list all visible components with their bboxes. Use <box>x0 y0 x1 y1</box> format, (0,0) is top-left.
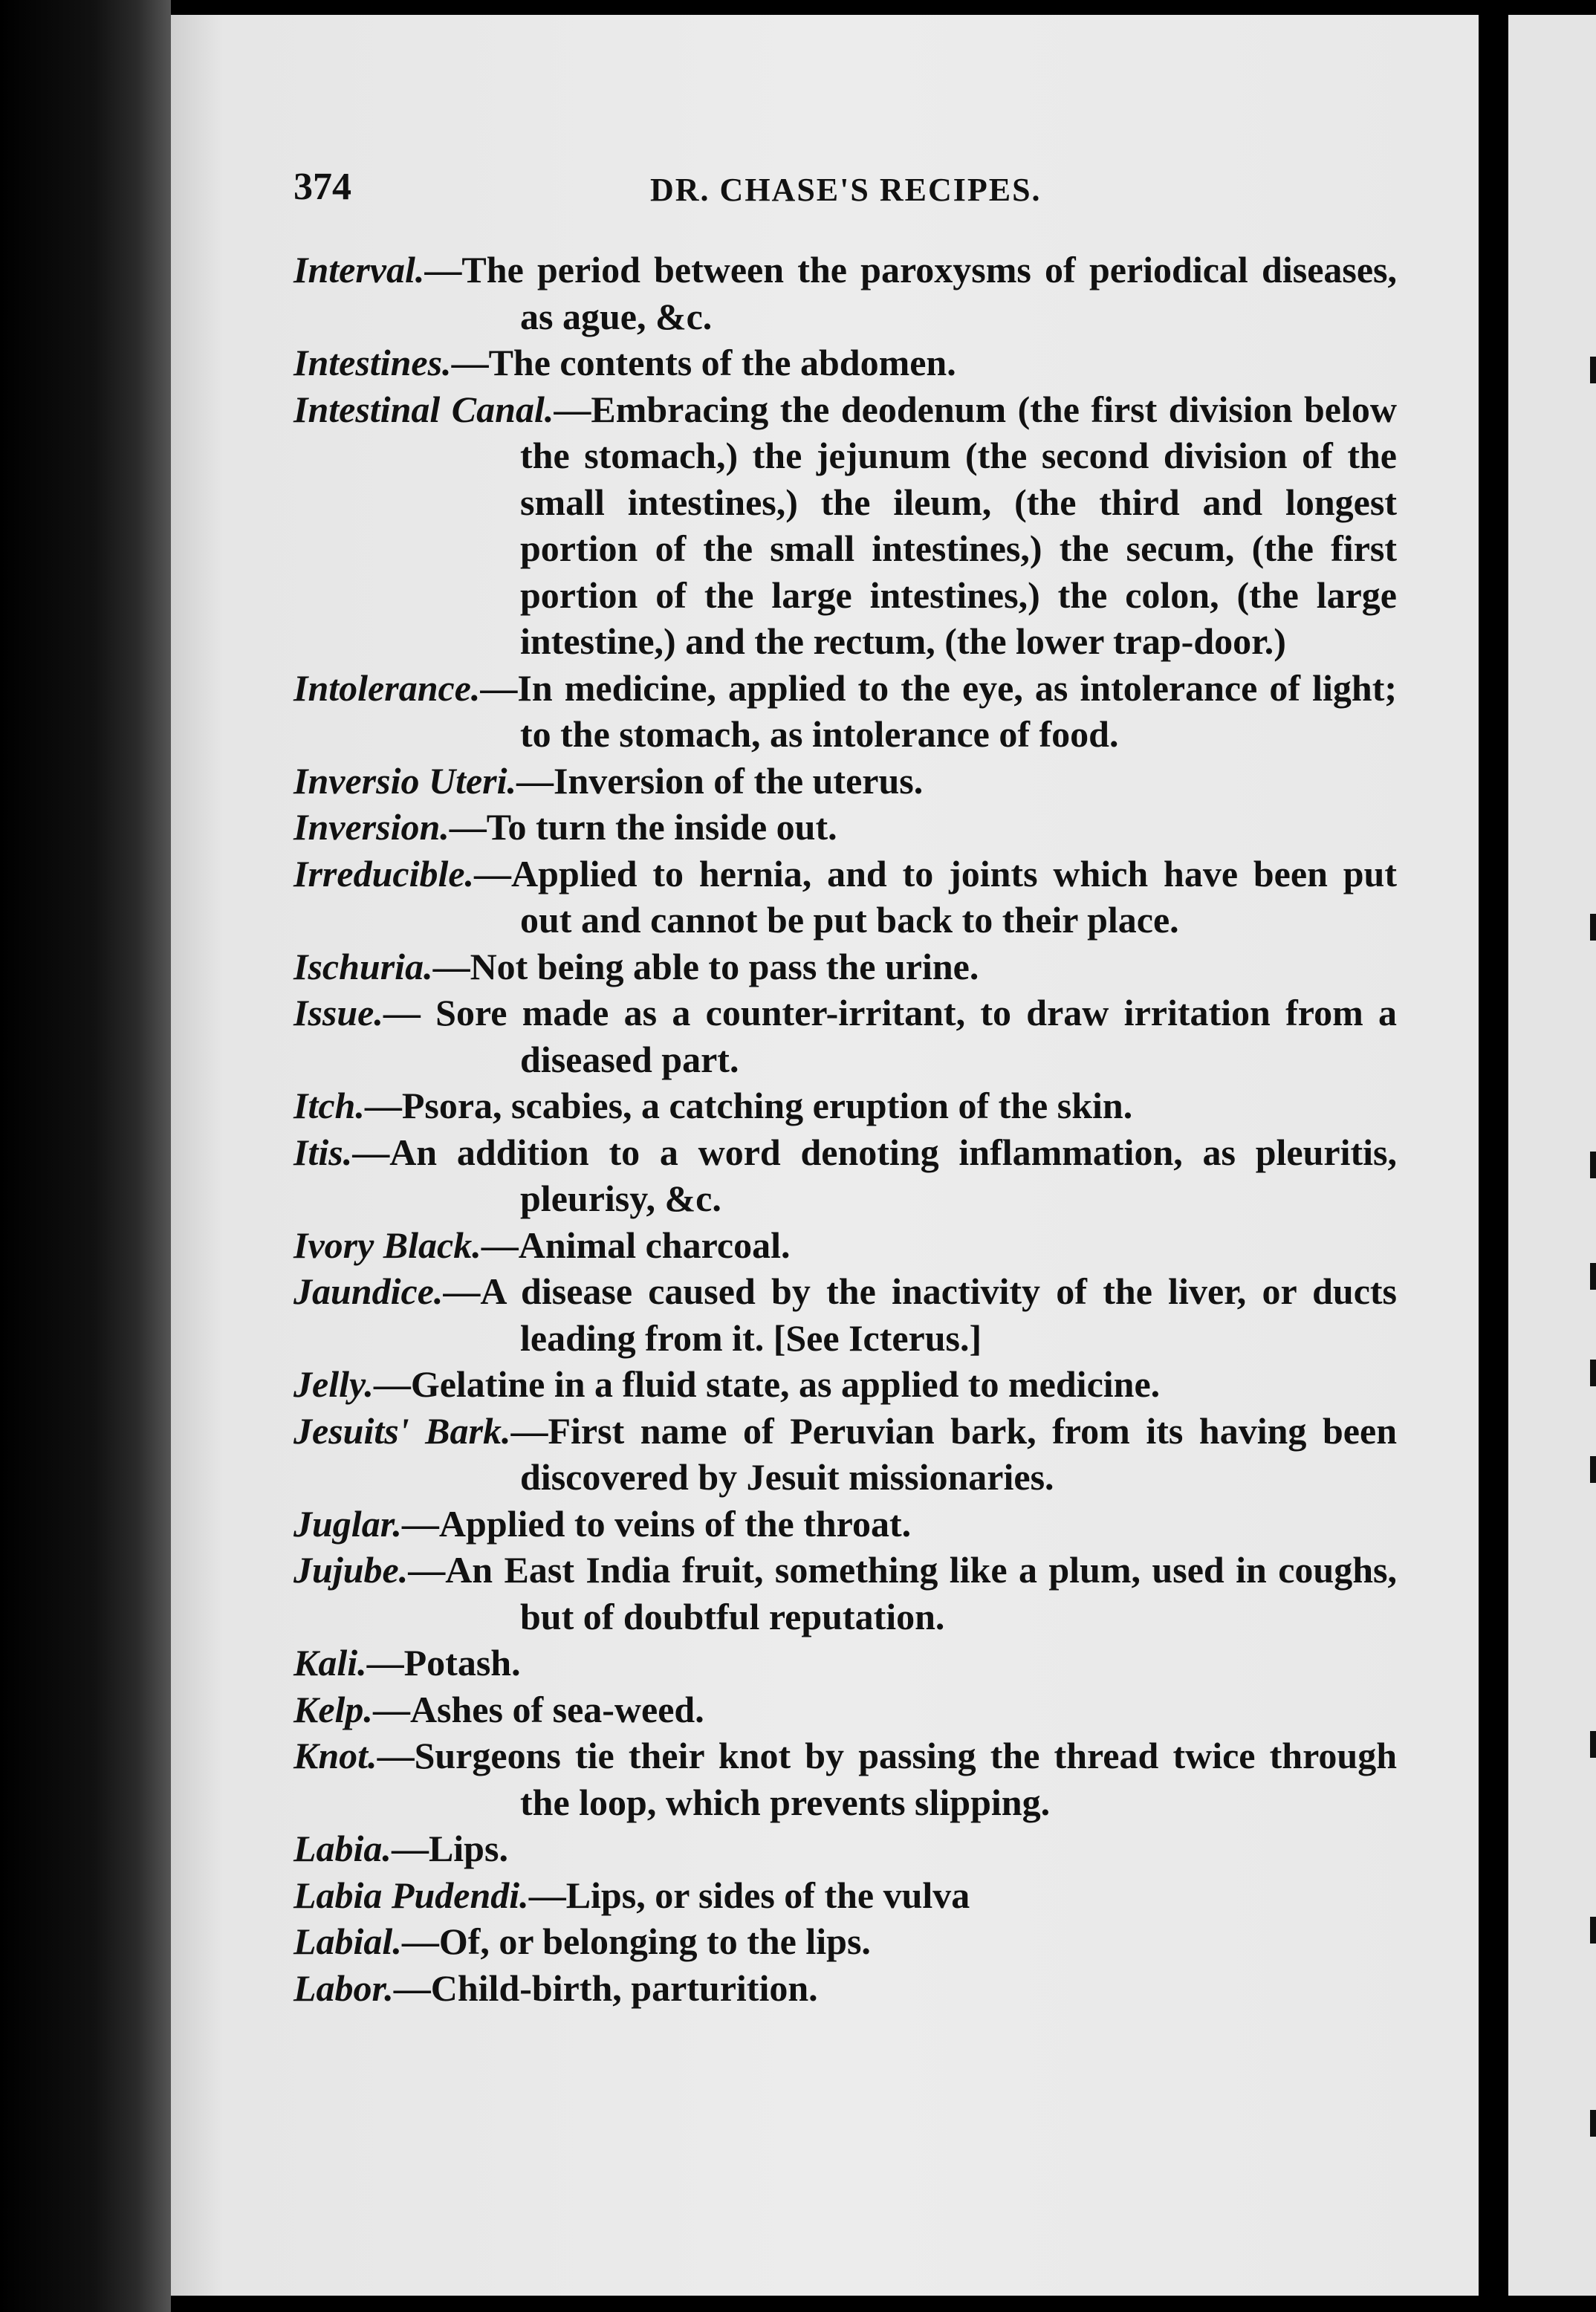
entry-term: Knot. <box>293 1735 377 1776</box>
entry-term: Inversion. <box>293 806 450 848</box>
entry-definition: —An addition to a word denoting inflammation, as pleuritis, pleurisy, &c. <box>352 1131 1397 1219</box>
glossary-entry <box>293 944 1397 990</box>
entry-term: Itch. <box>293 1085 365 1126</box>
glossary-entry <box>293 340 1397 386</box>
entry-term: Jelly. <box>293 1363 374 1405</box>
adjacent-page-edge <box>1508 15 1596 2296</box>
entry-term: Intolerance. <box>293 666 481 709</box>
glossary-entries <box>293 247 1397 2011</box>
entry-definition: —The period between the paroxysms of periodical diseases, as ague, &c. <box>424 249 1397 337</box>
glossary-entry <box>293 247 1397 340</box>
glossary-entry <box>293 1268 1397 1361</box>
glossary-entry <box>293 386 1397 665</box>
glossary-entry <box>293 665 1397 758</box>
adjacent-page-glyph <box>1590 1263 1596 1290</box>
entry-term: Labor. <box>293 1967 394 2009</box>
adjacent-page-glyph <box>1590 357 1596 383</box>
glossary-entry <box>293 1686 1397 1733</box>
entry-definition: —Surgeons tie their knot by passing the thread twice through the loop, which prevents slipping. <box>377 1735 1397 1823</box>
glossary-entry <box>293 1361 1397 1408</box>
running-head: DR. CHASE'S RECIPES. <box>650 172 1042 208</box>
entry-term: Juglar. <box>293 1502 402 1545</box>
entry-term: Ischuria. <box>293 945 433 987</box>
entry-definition: —To turn the inside out. <box>449 806 837 848</box>
glossary-entry <box>293 1129 1397 1222</box>
entry-term: Jujube. <box>293 1549 409 1591</box>
entry-term: Labia. <box>293 1828 392 1869</box>
glossary-entry <box>293 1501 1397 1548</box>
entry-term: Inversio Uteri. <box>293 759 516 802</box>
entry-definition: —A disease caused by the inactivity of the liver, or ducts leading from it. [See Icterus.] <box>443 1270 1397 1359</box>
entry-term: Itis. <box>293 1131 353 1173</box>
entry-term: Interval. <box>293 249 425 290</box>
glossary-entry <box>293 990 1397 1082</box>
glossary-entry <box>293 804 1397 851</box>
entry-definition: —Applied to hernia, and to joints which have been put out and cannot be put back to their place. <box>474 852 1397 941</box>
glossary-entry <box>293 851 1397 944</box>
entry-term: Jesuits' Bark. <box>293 1409 511 1452</box>
entry-definition: —Child-birth, parturition. <box>393 1967 818 2009</box>
entry-definition: —Ashes of sea-weed. <box>372 1688 704 1730</box>
scan-left-edge <box>0 0 171 2312</box>
entry-term: Kelp. <box>293 1688 373 1730</box>
entry-definition: —An East India fruit, something like a plum, used in coughs, but of doubtful reputation. <box>408 1549 1397 1637</box>
glossary-entry <box>293 758 1397 805</box>
entry-definition: —Of, or belonging to the lips. <box>401 1920 871 1962</box>
entry-definition: —Psora, scabies, a catching eruption of the skin. <box>364 1085 1133 1126</box>
entry-definition: —Embracing the deodenum (the first division below the stomach,) the jejunum (the second division of the small intestines,) the ileum, (the third and longest portion of the small intestines,) the secum, (the first portion of the large intestines,) the colon, (the large intestine,) and the rectum, (the lower trap-door.) <box>520 388 1398 662</box>
glossary-entry <box>293 1918 1397 1965</box>
entry-term: Irreducible. <box>293 852 475 894</box>
entry-definition: —Potash. <box>366 1642 521 1683</box>
glossary-entry <box>293 1547 1397 1640</box>
glossary-entry <box>293 1872 1397 1919</box>
entry-term: Intestinal Canal. <box>293 388 554 430</box>
glossary-entry <box>293 1222 1397 1269</box>
entry-term: Labia Pudendi. <box>293 1874 529 1916</box>
scan-gutter <box>1479 0 1508 2312</box>
entry-term: Labial. <box>293 1920 402 1962</box>
entry-definition: —Animal charcoal. <box>481 1224 791 1266</box>
entry-definition: —In medicine, applied to the eye, as intolerance of light; to the stomach, as intolerance of food. <box>480 666 1397 755</box>
glossary-entry <box>293 1408 1397 1501</box>
adjacent-page-glyph <box>1590 1152 1596 1178</box>
entry-definition: —Lips, or sides of the vulva <box>528 1874 970 1916</box>
entry-term: Jaundice. <box>293 1270 444 1312</box>
adjacent-page-glyph <box>1590 1917 1596 1944</box>
adjacent-page-glyph <box>1590 1360 1596 1386</box>
entry-term: Kali. <box>293 1642 367 1683</box>
entry-definition: —First name of Peruvian bark, from its having been discovered by Jesuit missionaries. <box>510 1409 1397 1498</box>
glossary-entry <box>293 1825 1397 1872</box>
adjacent-page-glyph <box>1590 1731 1596 1758</box>
glossary-entry <box>293 1965 1397 2012</box>
entry-definition: —Applied to veins of the throat. <box>401 1502 912 1545</box>
entry-definition: —Not being able to pass the urine. <box>432 945 979 987</box>
entry-definition: —Inversion of the uterus. <box>516 759 924 802</box>
adjacent-page-glyph <box>1590 2110 1596 2137</box>
page-number: 374 <box>293 166 351 208</box>
entry-term: Issue. <box>293 992 383 1033</box>
page-header <box>293 165 1401 217</box>
entry-term: Intestines. <box>293 342 452 383</box>
entry-definition: —Gelatine in a fluid state, as applied to medicine. <box>373 1363 1161 1405</box>
glossary-entry <box>293 1733 1397 1825</box>
entry-term: Ivory Black. <box>293 1224 481 1266</box>
glossary-entry <box>293 1640 1397 1686</box>
adjacent-page-glyph <box>1590 1456 1596 1483</box>
entry-definition: —Lips. <box>391 1828 508 1869</box>
glossary-entry <box>293 1082 1397 1129</box>
adjacent-page-glyph <box>1590 914 1596 941</box>
entry-definition: —The contents of the abdomen. <box>451 342 956 383</box>
entry-definition: — Sore made as a counter-irritant, to draw irritation from a diseased part. <box>383 992 1397 1080</box>
